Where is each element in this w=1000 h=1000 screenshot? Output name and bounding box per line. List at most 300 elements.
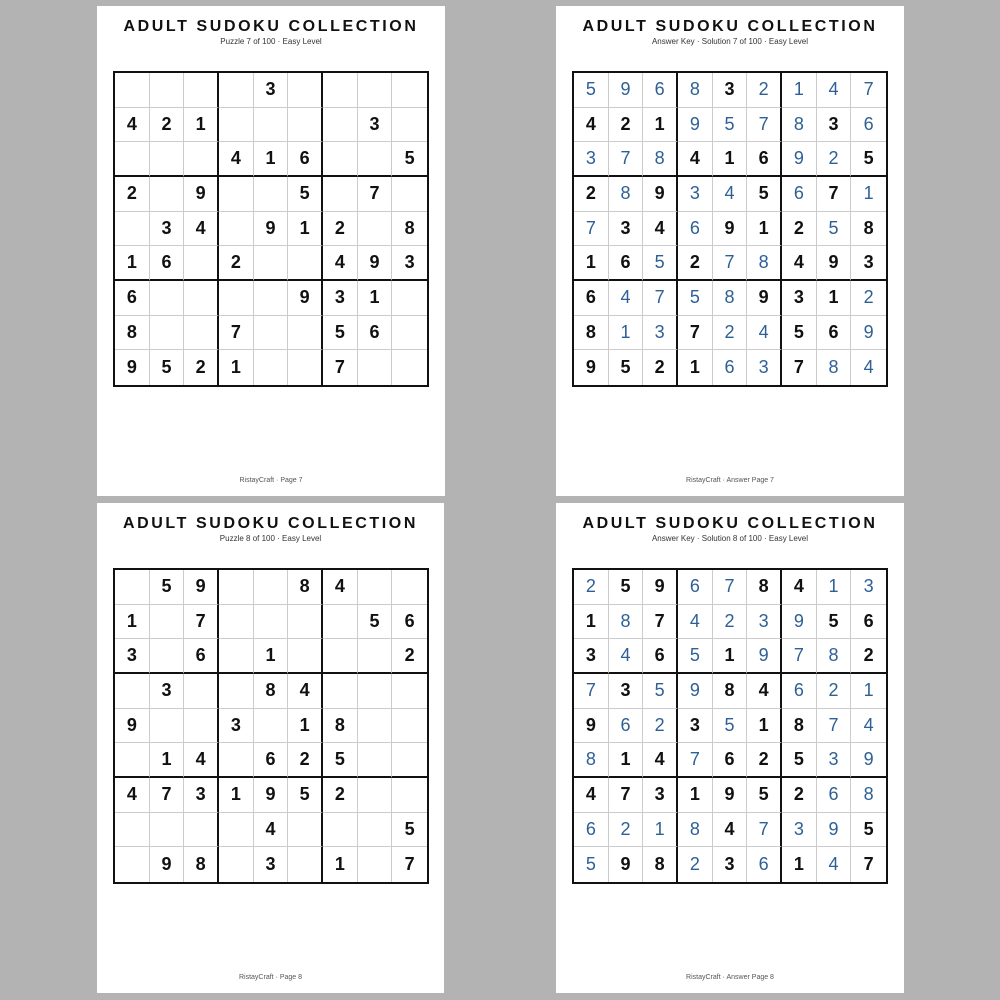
sudoku-cell: 1	[254, 639, 289, 674]
sudoku-cell: 5	[392, 142, 427, 177]
sudoku-cell	[115, 847, 150, 882]
sudoku-cell	[219, 73, 254, 108]
sudoku-cell: 1	[150, 743, 185, 778]
sudoku-cell: 2	[817, 142, 852, 177]
sudoku-cell: 3	[574, 639, 609, 674]
sudoku-cell	[219, 743, 254, 778]
sudoku-cell: 3	[219, 709, 254, 744]
sudoku-cell: 5	[817, 605, 852, 640]
sudoku-cell: 9	[115, 709, 150, 744]
sudoku-cell: 3	[115, 639, 150, 674]
sudoku-cell	[254, 570, 289, 605]
sudoku-cell: 2	[609, 813, 644, 848]
sudoku-cell: 6	[150, 246, 185, 281]
sudoku-cell	[115, 813, 150, 848]
sudoku-cell: 3	[184, 778, 219, 813]
puzzle-page-8	[97, 503, 444, 993]
sudoku-cell: 9	[609, 847, 644, 882]
sudoku-cell: 1	[288, 212, 323, 247]
sudoku-cell: 5	[713, 108, 748, 143]
sudoku-cell	[184, 246, 219, 281]
puzzle-page-7	[97, 6, 445, 496]
sudoku-cell	[150, 639, 185, 674]
sudoku-cell	[115, 142, 150, 177]
sudoku-cell: 7	[747, 813, 782, 848]
sudoku-cell: 6	[609, 709, 644, 744]
sudoku-cell: 1	[254, 142, 289, 177]
sudoku-cell	[219, 570, 254, 605]
sudoku-cell: 8	[574, 316, 609, 351]
sudoku-cell	[323, 605, 358, 640]
sudoku-cell	[323, 73, 358, 108]
sudoku-cell: 7	[782, 639, 817, 674]
sudoku-cell: 4	[643, 743, 678, 778]
sudoku-cell: 5	[574, 73, 609, 108]
sudoku-cell: 7	[747, 108, 782, 143]
sudoku-cell: 2	[851, 639, 886, 674]
answer-page-8	[556, 503, 904, 993]
page-subtitle: Answer Key · Solution 8 of 100 · Easy Level	[651, 534, 809, 543]
sudoku-cell	[288, 350, 323, 385]
sudoku-cell: 8	[323, 709, 358, 744]
sudoku-cell: 6	[574, 281, 609, 316]
sudoku-cell: 9	[817, 813, 852, 848]
sudoku-cell: 5	[643, 674, 678, 709]
sudoku-cell: 7	[863, 854, 874, 875]
sudoku-cell: 1	[782, 73, 817, 108]
sudoku-cell: 4	[574, 778, 609, 813]
sudoku-cell	[288, 813, 323, 848]
page-footer: RistayCraft · Page 8	[238, 974, 303, 981]
sudoku-cell: 1	[288, 709, 323, 744]
sudoku-cell: 9	[643, 570, 678, 605]
page-footer: RistayCraft · Answer Page 8	[686, 974, 774, 981]
sudoku-cell: 2	[817, 674, 852, 709]
sudoku-cell: 7	[404, 854, 415, 875]
page-subtitle: Puzzle 8 of 100 · Easy Level	[219, 534, 322, 543]
sudoku-cell: 4	[863, 357, 874, 378]
sudoku-cell	[150, 813, 185, 848]
sudoku-cell: 1	[219, 350, 254, 385]
sudoku-cell: 1	[574, 605, 609, 640]
sudoku-cell: 2	[574, 570, 609, 605]
sudoku-cell: 6	[609, 246, 644, 281]
sudoku-cell	[219, 813, 254, 848]
sudoku-cell: 5	[678, 639, 713, 674]
sudoku-cell: 1	[851, 177, 886, 212]
sudoku-cell: 4	[288, 674, 323, 709]
sudoku-cell	[254, 108, 289, 143]
sudoku-cell	[288, 847, 323, 882]
sudoku-cell: 1	[817, 281, 852, 316]
sudoku-cell: 3	[643, 316, 678, 351]
sudoku-cell: 3	[817, 743, 852, 778]
sudoku-cell: 6	[747, 847, 782, 882]
sudoku-cell: 6	[358, 316, 393, 351]
sudoku-cell	[184, 281, 219, 316]
sudoku-cell: 2	[184, 350, 219, 385]
sudoku-cell: 4	[747, 316, 782, 351]
sudoku-cell: 1	[609, 316, 644, 351]
page-title: ADULT SUDOKU COLLECTION	[122, 515, 419, 532]
sudoku-cell: 7	[713, 570, 748, 605]
sudoku-cell: 9	[574, 709, 609, 744]
sudoku-cell: 6	[747, 142, 782, 177]
sudoku-cell	[392, 709, 427, 744]
sudoku-cell: 3	[574, 142, 609, 177]
sudoku-cell	[150, 142, 185, 177]
sudoku-cell	[358, 709, 393, 744]
answer-page-7	[556, 6, 904, 496]
sudoku-cell	[392, 108, 427, 143]
sudoku-cell	[150, 177, 185, 212]
sudoku-cell: 9	[678, 108, 713, 143]
sudoku-cell: 4	[115, 108, 150, 143]
sudoku-cell: 4	[323, 246, 358, 281]
sudoku-cell: 7	[358, 177, 393, 212]
sudoku-cell: 3	[254, 847, 289, 882]
sudoku-cell: 3	[851, 246, 886, 281]
sudoku-cell: 3	[713, 847, 748, 882]
sudoku-cell: 1	[115, 605, 150, 640]
sudoku-cell: 8	[782, 709, 817, 744]
sudoku-cell: 9	[254, 212, 289, 247]
sudoku-cell: 6	[817, 778, 852, 813]
sudoku-cell: 7	[817, 177, 852, 212]
sudoku-cell	[184, 674, 219, 709]
sudoku-cell: 3	[254, 73, 289, 108]
sudoku-cell	[358, 778, 393, 813]
sudoku-cell	[150, 709, 185, 744]
sudoku-cell: 3	[609, 674, 644, 709]
sudoku-cell: 4	[713, 177, 748, 212]
sudoku-cell: 9	[184, 177, 219, 212]
sudoku-cell: 6	[782, 177, 817, 212]
sudoku-cell: 2	[574, 177, 609, 212]
sudoku-cell: 5	[851, 142, 886, 177]
sudoku-cell: 6	[392, 605, 427, 640]
sudoku-cell: 4	[713, 813, 748, 848]
sudoku-cell: 8	[184, 847, 219, 882]
sudoku-cell	[115, 674, 150, 709]
sudoku-cell: 4	[184, 212, 219, 247]
sudoku-cell: 8	[574, 743, 609, 778]
sudoku-cell: 8	[254, 674, 289, 709]
sudoku-cell: 3	[323, 281, 358, 316]
sudoku-cell: 1	[609, 743, 644, 778]
sudoku-cell	[219, 847, 254, 882]
sudoku-cell: 7	[713, 246, 748, 281]
sudoku-cell	[219, 177, 254, 212]
sudoku-cell	[288, 316, 323, 351]
page-title: ADULT SUDOKU COLLECTION	[582, 515, 878, 532]
sudoku-cell: 4	[782, 570, 817, 605]
sudoku-cell: 5	[358, 605, 393, 640]
sudoku-cell: 4	[609, 281, 644, 316]
sudoku-cell: 5	[851, 813, 886, 848]
page-footer: RistayCraft · Page 7	[239, 477, 303, 484]
sudoku-cell	[288, 73, 323, 108]
sudoku-cell: 8	[288, 570, 323, 605]
sudoku-cell: 7	[574, 674, 609, 709]
sudoku-cell	[392, 570, 427, 605]
sudoku-cell: 4	[323, 570, 358, 605]
sudoku-cell	[323, 813, 358, 848]
sudoku-cell: 2	[747, 73, 782, 108]
sudoku-cell	[358, 142, 393, 177]
sudoku-cell: 1	[219, 778, 254, 813]
sudoku-cell: 5	[288, 177, 323, 212]
sudoku-cell	[184, 316, 219, 351]
sudoku-cell: 7	[851, 73, 886, 108]
sudoku-grid	[113, 568, 429, 884]
sudoku-cell	[288, 246, 323, 281]
sudoku-cell: 4	[678, 142, 713, 177]
sudoku-cell: 7	[609, 142, 644, 177]
sudoku-cell: 4	[817, 73, 852, 108]
sudoku-cell: 5	[323, 316, 358, 351]
sudoku-cell: 9	[254, 778, 289, 813]
sudoku-cell: 6	[782, 674, 817, 709]
sudoku-cell: 6	[574, 813, 609, 848]
sudoku-cell	[150, 605, 185, 640]
sudoku-cell: 5	[747, 778, 782, 813]
sudoku-cell: 8	[782, 108, 817, 143]
sudoku-cell: 2	[782, 778, 817, 813]
sudoku-cell	[150, 316, 185, 351]
sudoku-cell: 9	[358, 246, 393, 281]
sudoku-cell	[219, 639, 254, 674]
sudoku-cell: 7	[219, 316, 254, 351]
sudoku-cell	[392, 316, 427, 351]
sudoku-cell: 6	[713, 350, 748, 385]
sudoku-cell: 8	[643, 142, 678, 177]
sudoku-cell: 2	[643, 350, 678, 385]
sudoku-cell: 6	[851, 605, 886, 640]
sudoku-cell: 8	[643, 847, 678, 882]
sudoku-cell: 4	[643, 212, 678, 247]
sudoku-cell: 2	[323, 778, 358, 813]
sudoku-cell: 6	[288, 142, 323, 177]
sudoku-cell: 3	[678, 177, 713, 212]
sudoku-cell: 1	[574, 246, 609, 281]
sudoku-cell	[184, 813, 219, 848]
sudoku-cell: 8	[678, 73, 713, 108]
sudoku-cell: 5	[323, 743, 358, 778]
sudoku-cell: 5	[150, 570, 185, 605]
sudoku-cell: 3	[392, 246, 427, 281]
sudoku-cell	[219, 281, 254, 316]
sudoku-grid	[113, 71, 429, 387]
sudoku-cell: 2	[323, 212, 358, 247]
sudoku-cell: 3	[713, 73, 748, 108]
sudoku-cell: 2	[678, 847, 713, 882]
sudoku-cell: 6	[254, 743, 289, 778]
sudoku-cell: 3	[609, 212, 644, 247]
sudoku-cell	[358, 813, 393, 848]
sudoku-cell: 1	[713, 639, 748, 674]
sudoku-cell	[254, 316, 289, 351]
sudoku-cell: 7	[678, 316, 713, 351]
sudoku-cell	[323, 674, 358, 709]
sudoku-cell	[254, 350, 289, 385]
sudoku-cell: 3	[817, 108, 852, 143]
sudoku-cell: 7	[609, 778, 644, 813]
sudoku-cell: 5	[150, 350, 185, 385]
sudoku-cell: 3	[150, 212, 185, 247]
sudoku-cell: 4	[782, 246, 817, 281]
sudoku-cell: 5	[609, 350, 644, 385]
sudoku-cell: 2	[851, 281, 886, 316]
sudoku-cell	[150, 73, 185, 108]
sudoku-cell	[254, 709, 289, 744]
sudoku-cell: 9	[609, 73, 644, 108]
sudoku-cell: 6	[678, 570, 713, 605]
sudoku-cell	[323, 639, 358, 674]
sudoku-cell	[392, 350, 427, 385]
sudoku-cell: 5	[643, 246, 678, 281]
sudoku-cell	[358, 212, 393, 247]
sudoku-cell: 9	[713, 778, 748, 813]
sudoku-cell: 5	[574, 847, 609, 882]
sudoku-cell: 7	[643, 281, 678, 316]
sudoku-cell	[392, 281, 427, 316]
sudoku-cell	[358, 350, 393, 385]
sudoku-cell: 6	[643, 73, 678, 108]
sudoku-cell	[184, 709, 219, 744]
sudoku-cell: 1	[678, 350, 713, 385]
sudoku-cell: 1	[184, 108, 219, 143]
sudoku-cell: 6	[643, 639, 678, 674]
sudoku-cell: 3	[358, 108, 393, 143]
sudoku-cell	[358, 847, 393, 882]
sudoku-cell	[392, 778, 427, 813]
sudoku-cell: 1	[358, 281, 393, 316]
sudoku-cell: 9	[851, 743, 886, 778]
sudoku-cell: 9	[150, 847, 185, 882]
sudoku-cell: 8	[713, 674, 748, 709]
sudoku-cell	[323, 108, 358, 143]
sudoku-cell: 8	[678, 813, 713, 848]
sudoku-cell: 1	[851, 674, 886, 709]
sudoku-cell: 3	[782, 813, 817, 848]
page-subtitle: Answer Key · Solution 7 of 100 · Easy Level	[651, 37, 809, 46]
sudoku-cell: 9	[115, 350, 150, 385]
sudoku-cell	[392, 73, 427, 108]
sudoku-cell: 2	[219, 246, 254, 281]
sudoku-cell	[219, 605, 254, 640]
sudoku-cell: 9	[184, 570, 219, 605]
sudoku-cell	[184, 142, 219, 177]
sudoku-cell: 8	[851, 212, 886, 247]
sudoku-cell	[358, 743, 393, 778]
sudoku-cell: 7	[184, 605, 219, 640]
page-subtitle: Puzzle 7 of 100 · Easy Level	[220, 37, 322, 46]
sudoku-cell: 5	[288, 778, 323, 813]
sudoku-cell: 1	[115, 246, 150, 281]
sudoku-cell: 5	[782, 316, 817, 351]
sudoku-cell: 8	[609, 177, 644, 212]
page-title: ADULT SUDOKU COLLECTION	[582, 18, 878, 35]
sudoku-cell: 8	[851, 778, 886, 813]
sudoku-cell	[219, 212, 254, 247]
sudoku-cell	[150, 281, 185, 316]
sudoku-cell	[288, 605, 323, 640]
sudoku-cell: 4	[115, 778, 150, 813]
sudoku-cell: 1	[817, 570, 852, 605]
sudoku-cell	[358, 639, 393, 674]
sudoku-cell: 6	[851, 108, 886, 143]
sudoku-cell: 9	[817, 246, 852, 281]
sudoku-cell: 3	[782, 281, 817, 316]
sudoku-cell: 4	[184, 743, 219, 778]
sudoku-cell: 7	[678, 743, 713, 778]
sudoku-cell: 9	[782, 605, 817, 640]
sudoku-cell: 4	[747, 674, 782, 709]
sudoku-cell: 7	[643, 605, 678, 640]
sudoku-cell: 5	[713, 709, 748, 744]
sudoku-cell	[219, 674, 254, 709]
sudoku-cell: 1	[643, 108, 678, 143]
sudoku-cell: 2	[150, 108, 185, 143]
sudoku-cell: 7	[817, 709, 852, 744]
page-footer: RistayCraft · Answer Page 7	[686, 477, 774, 484]
sudoku-cell: 3	[643, 778, 678, 813]
sudoku-cell	[358, 570, 393, 605]
sudoku-cell: 4	[219, 142, 254, 177]
sudoku-cell: 2	[392, 639, 427, 674]
sudoku-cell: 8	[817, 350, 852, 385]
sudoku-cell: 3	[851, 570, 886, 605]
sudoku-cell: 9	[851, 316, 886, 351]
sudoku-cell: 5	[678, 281, 713, 316]
sudoku-cell: 6	[184, 639, 219, 674]
sudoku-cell: 9	[747, 639, 782, 674]
sudoku-cell: 2	[713, 316, 748, 351]
sudoku-cell: 9	[713, 212, 748, 247]
sudoku-cell	[115, 743, 150, 778]
sudoku-cell: 1	[747, 709, 782, 744]
sudoku-cell: 1	[323, 847, 358, 882]
sudoku-cell: 4	[574, 108, 609, 143]
sudoku-cell: 5	[747, 177, 782, 212]
sudoku-cell: 2	[747, 743, 782, 778]
sudoku-cell: 2	[115, 177, 150, 212]
sudoku-cell: 6	[817, 316, 852, 351]
page-title: ADULT SUDOKU COLLECTION	[123, 18, 419, 35]
sudoku-cell	[358, 674, 393, 709]
sudoku-cell: 8	[392, 212, 427, 247]
sudoku-cell	[254, 246, 289, 281]
sudoku-cell	[392, 177, 427, 212]
sudoku-cell: 6	[115, 281, 150, 316]
sudoku-cell: 2	[288, 743, 323, 778]
sudoku-cell: 9	[574, 350, 609, 385]
sudoku-cell	[288, 108, 323, 143]
sudoku-cell: 1	[678, 778, 713, 813]
sudoku-cell: 3	[678, 709, 713, 744]
sudoku-cell: 2	[678, 246, 713, 281]
sudoku-cell: 8	[115, 316, 150, 351]
sudoku-cell	[392, 743, 427, 778]
sudoku-cell: 8	[713, 281, 748, 316]
sudoku-cell	[115, 212, 150, 247]
sudoku-cell	[115, 73, 150, 108]
sudoku-cell: 2	[643, 709, 678, 744]
sudoku-cell	[254, 605, 289, 640]
sudoku-cell: 3	[747, 350, 782, 385]
sudoku-cell: 4	[254, 813, 289, 848]
